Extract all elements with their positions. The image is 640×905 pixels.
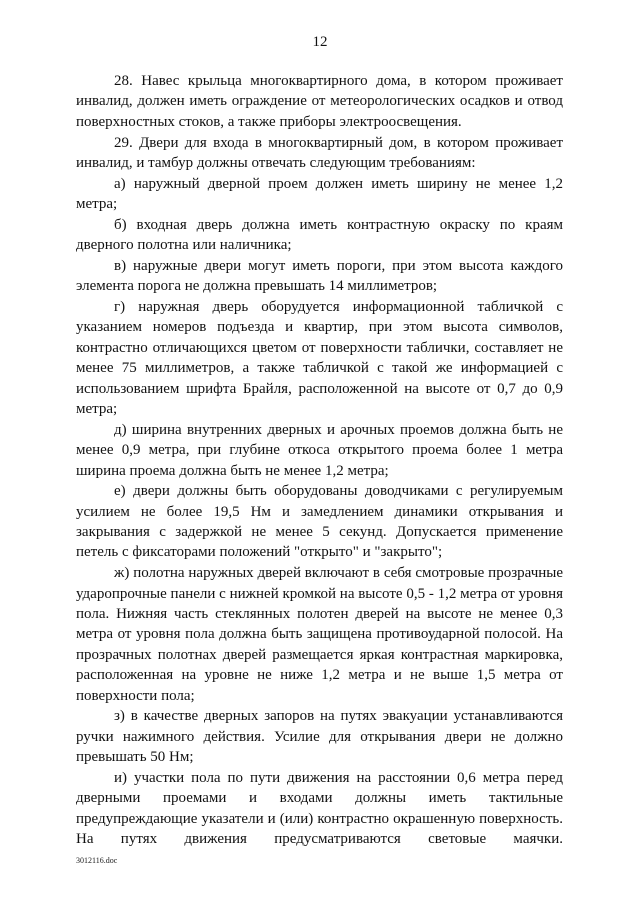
document-filename-footer: 3012116.doc: [76, 856, 118, 865]
list-item-i: и) участки пола по пути движения на расстоянии 0,6 метра перед дверными проемами и входами должны иметь тактильные предупреждающие указатели и (или) контрастно окрашенную поверхность. На путях движения предусматриваются световые маячки.: [76, 769, 563, 847]
list-item-a: а) наружный дверной проем должен иметь ширину не менее 1,2 метра;: [76, 175, 563, 213]
list-item-g: г) наружная дверь оборудуется информационной табличкой с указанием номеров подъезда и квартир, при этом высота символов, контрастно отличающихся цветом от поверхности таблички, составляет не менее 75 миллиметров, а также табличкой с такой же информацией с использованием шрифта Брайля, расположенной на высоте от 0,7 до 0,9 метра;: [76, 298, 563, 417]
list-item-d: д) ширина внутренних дверных и арочных проемов должна быть не менее 0,9 метра, при глубине откоса открытого проема более 1 метра ширина проема должна быть не менее 1,2 метра;: [76, 421, 563, 479]
list-item-e: е) двери должны быть оборудованы доводчиками с регулируемым усилием не более 19,5 Нм и замедлением динамики открывания и закрывания с задержкой не менее 5 секунд. Допускается применение петель с фиксаторами положений "открыто" и "закрыто";: [76, 483, 563, 561]
list-item-zh: ж) полотна наружных дверей включают в себя смотровые прозрачные ударопрочные панели с нижней кромкой на высоте 0,5 - 1,2 метра от уровня пола. Нижняя часть стеклянных полотен дверей на высоте не менее 0,3 метра от уровня пола должна быть защищена противоударной полосой. На прозрачных полотнах дверей размещается яркая контрастная маркировка, расположенная на уровне не ниже 1,2 метра и не выше 1,5 метра от поверхности пола;: [76, 565, 563, 704]
document-body: [76, 71, 563, 850]
paragraph-28: 28. Навес крыльца многоквартирного дома, в котором проживает инвалид, должен иметь ограждение от метеорологических осадков и отвод поверхностных стоков, а также приборы электроосвещения.: [76, 73, 563, 130]
list-item-z: з) в качестве дверных запоров на путях эвакуации устанавливаются ручки нажимного действия. Усилие для открывания двери не должно превышать 50 Нм;: [76, 708, 563, 766]
list-item-v: в) наружные двери могут иметь пороги, при этом высота каждого элемента порога не должна превышать 14 миллиметров;: [76, 257, 563, 295]
paragraph-29: 29. Двери для входа в многоквартирный дом, в котором проживает инвалид, и тамбур должны отвечать следующим требованиям:: [76, 134, 563, 171]
page-number: 12: [312, 34, 328, 50]
list-item-b: б) входная дверь должна иметь контрастную окраску по краям дверного полотна или наличника;: [76, 216, 563, 254]
